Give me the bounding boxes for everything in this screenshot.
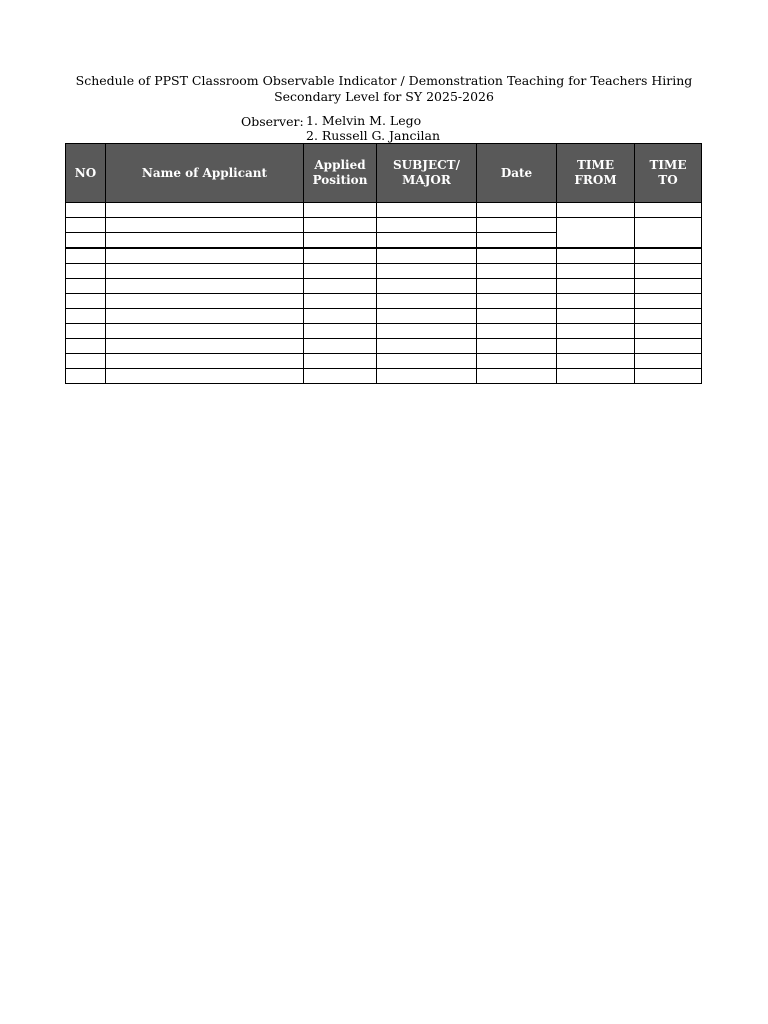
header-date: Date [477,144,557,203]
cell-no [66,339,106,354]
cell-time-to [635,369,702,384]
cell-name [106,309,304,324]
table-row [66,248,702,264]
observer-names [306,113,440,143]
cell-time-to [635,294,702,309]
title-line-2: Secondary Level for SY 2025-2026 [274,89,494,104]
cell-name [106,354,304,369]
cell-no [66,203,106,218]
cell-name [106,203,304,218]
cell-subject [377,309,477,324]
cell-position [304,324,377,339]
table-row [66,354,702,369]
cell-no [66,294,106,309]
cell-position [304,203,377,218]
cell-time-to [635,324,702,339]
header-no: NO [66,144,106,203]
header-time-to: TIME TO [635,144,702,203]
cell-time-from [557,264,635,279]
schedule-table [65,143,702,384]
cell-subject [377,369,477,384]
cell-time-to [635,248,702,264]
cell-no [66,264,106,279]
cell-name [106,369,304,384]
document-title [0,73,768,105]
cell-no [66,248,106,264]
table-row [66,369,702,384]
cell-subject [377,203,477,218]
cell-date [477,294,557,309]
cell-date [477,324,557,339]
cell-date [477,369,557,384]
cell-date [477,248,557,264]
table-row [66,218,702,233]
cell-no [66,233,106,249]
cell-time-from [557,324,635,339]
cell-name [106,279,304,294]
cell-subject [377,294,477,309]
cell-subject [377,218,477,233]
cell-date [477,218,557,233]
cell-position [304,354,377,369]
table-row [66,203,702,218]
cell-subject [377,339,477,354]
table-header-row [66,144,702,203]
cell-time-from [557,248,635,264]
cell-date [477,264,557,279]
cell-subject [377,264,477,279]
cell-date [477,233,557,249]
cell-time-from [557,203,635,218]
cell-name [106,264,304,279]
cell-time-to [635,264,702,279]
cell-time-from [557,369,635,384]
table-row [66,324,702,339]
cell-time-to [635,339,702,354]
cell-no [66,354,106,369]
cell-position [304,218,377,233]
title-line-1: Schedule of PPST Classroom Observable Indicator / Demonstration Teaching for Teachers Hiring [75,73,693,88]
header-time-from: TIME FROM [557,144,635,203]
table-row [66,279,702,294]
cell-no [66,324,106,339]
header-name-of-applicant: Name of Applicant [106,144,304,203]
cell-subject [377,248,477,264]
cell-time-from [557,339,635,354]
cell-date [477,279,557,294]
cell-position [304,248,377,264]
cell-name [106,294,304,309]
cell-subject [377,233,477,249]
cell-position [304,294,377,309]
cell-time-to [635,309,702,324]
cell-time-to [635,203,702,218]
table-row [66,294,702,309]
cell-no [66,309,106,324]
cell-name [106,324,304,339]
cell-no [66,279,106,294]
cell-time-to-merged [635,218,702,249]
cell-time-from [557,279,635,294]
cell-position [304,233,377,249]
cell-position [304,369,377,384]
cell-name [106,233,304,249]
cell-name [106,339,304,354]
header-applied-position: Applied Position [304,144,377,203]
cell-date [477,354,557,369]
cell-position [304,264,377,279]
cell-subject [377,354,477,369]
cell-time-from [557,294,635,309]
table-row [66,339,702,354]
cell-time-from-merged [557,218,635,249]
observer-name-2: 2. Russell G. Jancilan [306,128,441,143]
cell-no [66,369,106,384]
cell-time-from [557,354,635,369]
cell-time-to [635,354,702,369]
cell-position [304,279,377,294]
cell-time-to [635,279,702,294]
observer-label: Observer: [241,114,304,129]
table-row [66,309,702,324]
observer-name-1: 1. Melvin M. Lego [306,113,422,128]
cell-date [477,309,557,324]
cell-position [304,339,377,354]
cell-time-from [557,309,635,324]
cell-name [106,248,304,264]
table-row [66,264,702,279]
cell-date [477,339,557,354]
header-subject-major: SUBJECT/ MAJOR [377,144,477,203]
cell-name [106,218,304,233]
cell-position [304,309,377,324]
cell-subject [377,324,477,339]
cell-subject [377,279,477,294]
cell-no [66,218,106,233]
cell-date [477,203,557,218]
